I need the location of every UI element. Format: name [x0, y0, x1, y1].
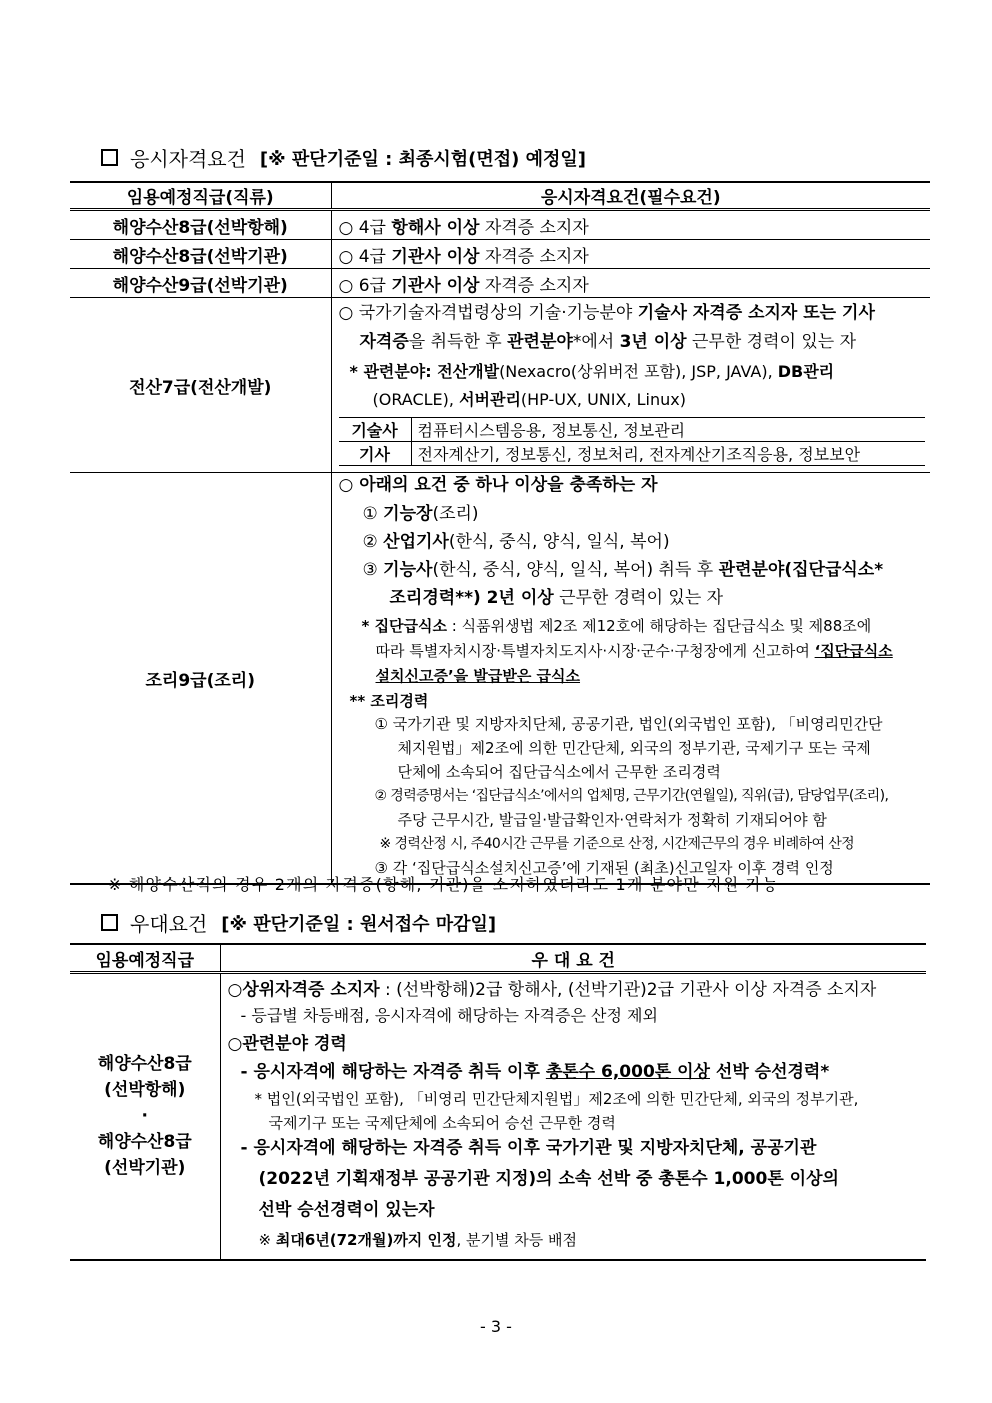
text: : 식품위생법 제2조 제12호에 해당하는 집단급식소 및 제88조에 [447, 617, 872, 635]
field-key: 기술사 [339, 418, 412, 442]
requirement-cell-cook [331, 473, 930, 885]
job-cell: 해양수산8급(선박기관) [70, 240, 331, 269]
pref-line-5: * 법인(외국법인 포함), 「비영리 민간단체지원법」제2조에 의한 민간단체, 외국의 정부기관, [254, 1090, 859, 1108]
job-separator: · [141, 1106, 148, 1127]
requirement-cell [331, 240, 930, 269]
it-field-table [339, 417, 925, 466]
job-line: 해양수산8급 [97, 1132, 192, 1153]
requirement-cell [331, 269, 930, 298]
table-row [70, 240, 930, 269]
text-bold: 자격증 [359, 332, 409, 352]
text-bold: ○상위자격증 소지자 [227, 980, 380, 1000]
header-job: 임용예정직급 [70, 944, 220, 973]
text: 을 취득한 후 [408, 332, 508, 352]
pref-line-8: (2022년 기획재정부 공공기관 지정)의 소속 선박 중 총톤수 1,000톤 이상의 [258, 1169, 839, 1189]
table-row-cook [70, 473, 930, 885]
pref-line-7: - 응시자격에 해당하는 자격증 취득 이후 국가기관 및 지방자치단체, 공공기관 [240, 1138, 817, 1158]
text: (Nexacro(상위버전 포함), JSP, JAVA), [499, 362, 778, 381]
text-bold: 기능사 [383, 560, 433, 580]
table-row [339, 442, 925, 466]
text: (한식, 중식, 양식, 일식, 복어) 취득 후 [432, 560, 719, 580]
text: (조리) [432, 504, 479, 524]
pref-line-3: ○관련분야 경력 [227, 1034, 347, 1054]
text-bold: 3년 이상 [619, 332, 687, 352]
cook-career-5: 주당 근무시간, 발급일·발급확인자·연락처가 정확히 기재되어야 함 [397, 811, 827, 829]
cook-career-1: ① 국가기관 및 지방자치단체, 공공기관, 법인(외국법인 포함), 「비영리민간단 [374, 715, 883, 733]
pref-line-1 [221, 982, 927, 1008]
text: *에서 [572, 332, 620, 352]
cook-career-head: ** 조리경력 [349, 692, 429, 710]
cook-option-2 [332, 534, 931, 562]
it-line-1 [332, 305, 931, 334]
text-bold: * 관련분야: 전산개발 [349, 362, 500, 381]
text: 근무한 경력이 있는 자 [686, 332, 856, 352]
text-bold: 관련분야 [507, 332, 573, 352]
job-cell: 조리9급(조리) [70, 473, 331, 885]
pref-line-4 [221, 1064, 927, 1092]
req-text: ○ 6급 [338, 275, 392, 296]
qualification-table [70, 181, 930, 885]
job-cell [70, 973, 220, 1260]
qualification-criteria: [※ 판단기준일 : 최종시험(면접) 예정일] [259, 148, 587, 170]
it-line-2 [332, 334, 931, 364]
text: ② [362, 532, 384, 552]
cook-option-3 [332, 562, 931, 590]
header-requirement: 응시자격요건(필수요건) [331, 182, 930, 210]
text-bold: DB관리 [777, 362, 835, 381]
text-bold: 산업기사 [383, 532, 449, 552]
cook-career-7: ③ 각 ‘집단급식소설치신고증’에 기재된 (최초)신고일자 이후 경력 인정 [374, 859, 834, 877]
job-cell: 해양수산8급(선박항해) [70, 210, 331, 240]
text: , 분기별 차등 배점 [456, 1231, 578, 1249]
text-bold: * 집단급식소 [361, 617, 448, 635]
cook-career-3: 단체에 소속되어 집단급식소에서 근무한 조리경력 [397, 763, 721, 781]
cook-career-2: 체지원법」제2조에 의한 민간단체, 외국의 정부기관, 국제기구 또는 국제 [397, 739, 871, 757]
job-line: (선박기관) [104, 1158, 186, 1179]
preference-section-title [101, 908, 496, 937]
req-text: 자격증 소지자 [479, 275, 589, 296]
it-note-2 [332, 392, 931, 414]
text: (HP-UX, UNIX, Linux) [520, 390, 686, 409]
text: 근무한 경력이 있는 자 [553, 588, 724, 608]
page-number: - 3 - [480, 1317, 512, 1336]
pref-line-6: 국제기구 또는 국제단체에 소속되어 승선 근무한 경력 [268, 1114, 616, 1132]
text-bold: 최대6년(72개월)까지 인정 [275, 1231, 457, 1249]
text: ① [362, 504, 384, 524]
qualification-title: 응시자격요건 [130, 147, 246, 171]
req-text: ○ 4급 [338, 246, 392, 267]
requirement-cell [331, 210, 930, 240]
table-header-row [70, 944, 926, 973]
text-bold: - 응시자격에 해당하는 자격증 취득 이후 [240, 1062, 546, 1082]
preference-table [70, 943, 926, 1261]
text: 따라 특별자치시장·특별자치도지사·시장·군수·구청장에게 신고하여 [375, 642, 815, 660]
table-header-row [70, 182, 930, 210]
text-bold: 선박 승선경력* [709, 1062, 830, 1082]
text-bold: 기술사 자격증 소지자 또는 기사 [637, 303, 875, 323]
job-cell: 해양수산9급(선박기관) [70, 269, 331, 298]
req-text: 자격증 소지자 [479, 246, 589, 267]
cook-head: ○ 아래의 요건 중 하나 이상을 충족하는 자 [338, 475, 658, 495]
cook-note-3: 설치신고증’을 발급받은 급식소 [375, 667, 581, 685]
text: ○ 국가기술자격법령상의 기술·기능분야 [338, 303, 638, 323]
qualification-note: ※ 해양수산직의 경우 2개의 자격증(항해, 기관)을 소지하였더라도 1개 분야만 지원 가능 [108, 875, 780, 894]
text-bold: 관련분야(집단급식소* [718, 560, 884, 580]
pref-line-2: - 등급별 차등배점, 응시자격에 해당하는 자격증은 산정 제외 [240, 1006, 658, 1025]
text: : (선박항해)2급 항해사, (선박기관)2급 기관사 이상 자격증 소지자 [379, 980, 877, 1000]
header-preference: 우 대 요 건 [220, 944, 926, 973]
table-row [70, 269, 930, 298]
checkbox-square-icon [101, 149, 118, 166]
text: (한식, 중식, 양식, 일식, 복어) [448, 532, 670, 552]
table-row [70, 973, 926, 1260]
req-bold: 항해사 이상 [391, 217, 480, 238]
req-text: 자격증 소지자 [479, 217, 589, 238]
table-row [339, 418, 925, 442]
field-value: 컴퓨터시스템응용, 정보통신, 정보관리 [411, 418, 925, 442]
cook-option-3-cont [332, 590, 931, 619]
cook-note-2 [332, 644, 931, 669]
cook-career-4: ② 경력증명서는 ‘집단급식소’에서의 업체명, 근무기간(연월일), 직위(급), 담당업무(조리), [374, 788, 889, 804]
text: ③ [362, 560, 384, 580]
req-bold: 기관사 이상 [391, 246, 480, 267]
job-line: 해양수산8급 [97, 1054, 192, 1075]
req-bold: 기관사 이상 [391, 275, 480, 296]
cook-option-1 [332, 506, 931, 534]
header-job: 임용예정직급(직류) [70, 182, 331, 210]
table-row [70, 210, 930, 240]
req-text: ○ 4급 [338, 217, 392, 238]
preference-criteria: [※ 판단기준일 : 원서접수 마감일] [221, 913, 497, 935]
table-row-it [70, 298, 930, 473]
field-key: 기사 [339, 442, 412, 466]
job-line: (선박항해) [104, 1080, 186, 1101]
pref-line-10 [221, 1233, 927, 1257]
text-bold: 서버관리 [459, 390, 521, 409]
requirement-cell-it [331, 298, 930, 473]
checkbox-square-icon [101, 914, 118, 931]
job-cell: 전산7급(전산개발) [70, 298, 331, 473]
text-underline: 총톤수 6,000톤 이상 [545, 1062, 710, 1082]
preference-title: 우대요건 [130, 912, 208, 936]
qualification-section-title [101, 143, 586, 172]
field-value: 전자계산기, 정보통신, 정보처리, 전자계산기조직응용, 정보보안 [411, 442, 925, 466]
cook-career-6: ※ 경력산정 시, 주40시간 근무를 기준으로 산정, 시간제근무의 경우 비례하여 산정 [379, 836, 855, 852]
text-bold: 조리경력**) 2년 이상 [389, 588, 554, 608]
text: ※ [258, 1231, 276, 1249]
preference-cell [220, 973, 926, 1260]
it-note-1 [332, 364, 931, 392]
text-bold: ‘집단급식소 [814, 642, 893, 660]
text-bold: 기능장 [383, 504, 433, 524]
cook-note-1 [332, 619, 931, 644]
text: (ORACLE), [372, 390, 460, 409]
pref-line-9: 선박 승선경력이 있는자 [258, 1200, 435, 1220]
